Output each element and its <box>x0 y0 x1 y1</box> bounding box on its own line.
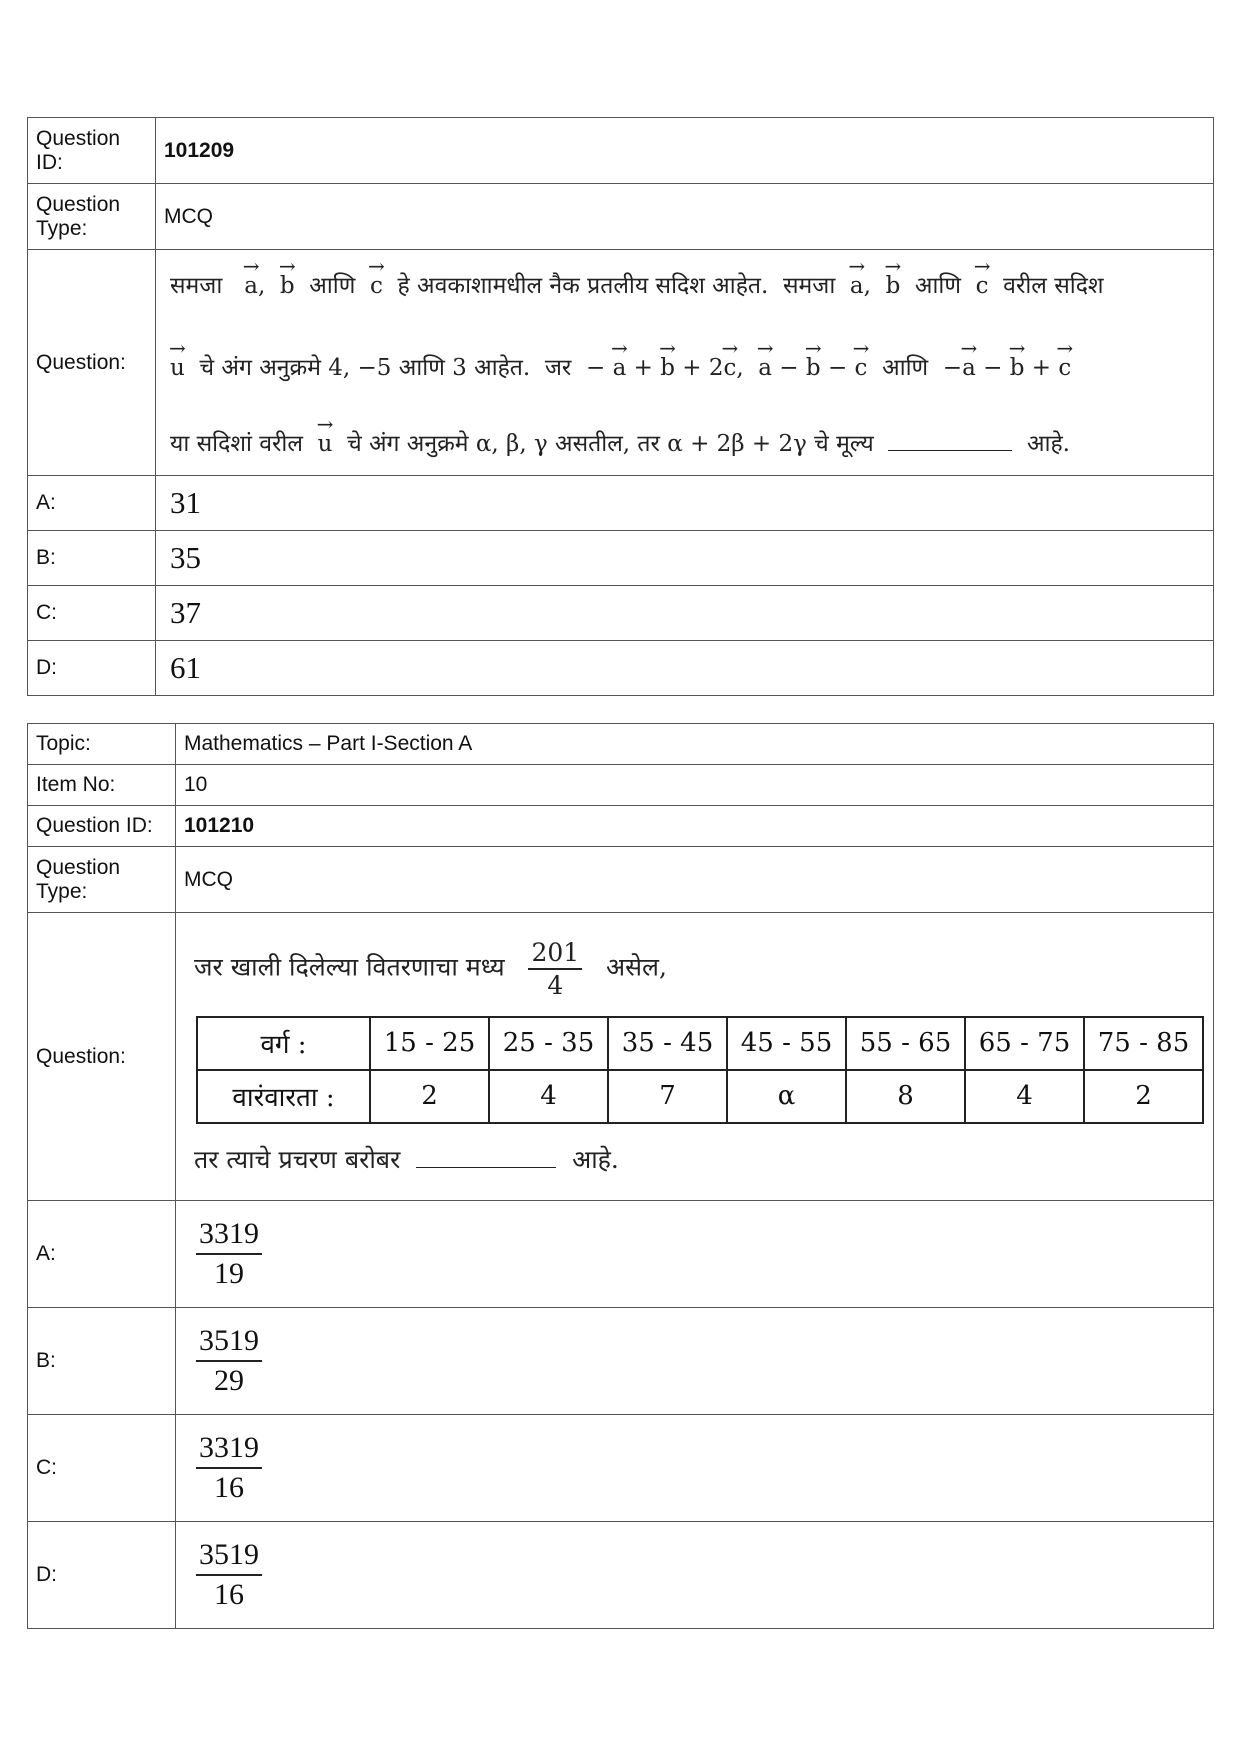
question-id-value: 101209 <box>156 118 1214 184</box>
frequency-cell: 2 <box>370 1070 489 1123</box>
text-aani: आणि <box>309 272 356 299</box>
option-d-fraction <box>196 1537 262 1613</box>
frequency-cell: 7 <box>608 1070 727 1123</box>
text-varil-sadish: वरील सदिश <box>1003 272 1104 299</box>
question-type-value: MCQ <box>176 847 1214 913</box>
text-jar: जर <box>544 354 572 381</box>
question-id-label: Question ID: <box>28 806 176 847</box>
option-d-numerator: 3519 <box>196 1537 262 1576</box>
text-samaja-2: समजा <box>782 272 836 299</box>
vector-a: → a <box>850 273 864 299</box>
question-id-label: Question ID: <box>28 118 156 184</box>
class-header: वर्ग : <box>197 1017 370 1070</box>
operator: − <box>772 354 806 381</box>
question-card-101209 <box>27 117 1214 696</box>
vector-a: → a <box>613 355 627 381</box>
vector-a: → a <box>962 355 976 381</box>
text-aahe: आहे. <box>572 1144 619 1174</box>
option-c-label: C: <box>28 586 156 641</box>
operator: + <box>626 354 661 381</box>
option-a-numerator: 3319 <box>196 1216 262 1255</box>
option-c-label: C: <box>28 1415 176 1522</box>
item-no-value: 10 <box>176 765 1214 806</box>
option-d-value <box>176 1522 1214 1629</box>
mean-denominator: 4 <box>547 970 564 1000</box>
vector-b: → b <box>280 273 295 299</box>
text-aani: आणि <box>914 272 962 299</box>
frequency-cell: 2 <box>1084 1070 1203 1123</box>
frequency-row <box>197 1070 1203 1123</box>
vector-b: → b <box>886 273 901 299</box>
operator: − <box>585 354 613 381</box>
option-a-value <box>176 1201 1214 1308</box>
answer-blank <box>416 1167 556 1168</box>
mean-fraction <box>528 938 582 1000</box>
option-b-denominator: 29 <box>214 1364 244 1397</box>
class-interval: 35 - 45 <box>608 1017 727 1070</box>
comma: , <box>863 272 871 299</box>
question-text <box>176 913 1214 1201</box>
operator: + 2 <box>674 354 724 381</box>
option-b-label: B: <box>28 531 156 586</box>
vector-c: → c <box>855 355 868 381</box>
option-a-fraction <box>196 1216 262 1292</box>
vector-a: → a <box>244 273 258 299</box>
question-intro <box>176 938 1213 1000</box>
question-type-value: MCQ <box>156 184 1214 250</box>
vector-c: → c <box>976 273 989 299</box>
topic-label: Topic: <box>28 724 176 765</box>
option-b-value <box>176 1308 1214 1415</box>
mean-numerator: 201 <box>528 938 582 970</box>
class-interval: 65 - 75 <box>965 1017 1084 1070</box>
topic-value: Mathematics – Part I-Section A <box>176 724 1214 765</box>
class-interval: 15 - 25 <box>370 1017 489 1070</box>
text-intro-end: असेल, <box>606 952 667 981</box>
operator: − <box>975 354 1010 381</box>
text-intro: जर खाली दिलेल्या वितरणाचा मध्य <box>194 952 505 981</box>
question-line-1 <box>156 268 1213 300</box>
answer-blank <box>888 450 1012 451</box>
vector-c: → c <box>1058 355 1071 381</box>
question-type-label: Question Type: <box>28 847 176 913</box>
option-a-value: 31 <box>156 476 1214 531</box>
question-tail <box>176 1142 1213 1176</box>
operator: − <box>820 354 855 381</box>
question-id-value: 101210 <box>176 806 1214 847</box>
frequency-cell: 4 <box>965 1070 1084 1123</box>
vector-u: → u <box>170 355 185 381</box>
option-a-denominator: 19 <box>214 1257 244 1290</box>
option-c-fraction <box>196 1430 262 1506</box>
option-a-label: A: <box>28 1201 176 1308</box>
operator: − <box>942 354 963 381</box>
question-card-101210 <box>27 723 1214 1629</box>
option-a-label: A: <box>28 476 156 531</box>
vector-c: → c <box>370 273 383 299</box>
option-c-numerator: 3319 <box>196 1430 262 1469</box>
option-c-value: 37 <box>156 586 1214 641</box>
question-text <box>156 250 1214 476</box>
question-line-3 <box>156 426 1213 458</box>
class-interval: 45 - 55 <box>727 1017 846 1070</box>
option-c-value <box>176 1415 1214 1522</box>
distribution-table <box>196 1016 1204 1124</box>
text-components: चे अंग अनुक्रमे 4, −5 आणि 3 आहेत. <box>199 354 531 381</box>
option-c-denominator: 16 <box>214 1471 244 1504</box>
option-b-label: B: <box>28 1308 176 1415</box>
option-d-denominator: 16 <box>214 1578 244 1611</box>
frequency-cell-alpha: α <box>727 1070 846 1123</box>
vector-b: → b <box>660 355 675 381</box>
item-no-label: Item No: <box>28 765 176 806</box>
class-interval: 25 - 35 <box>489 1017 608 1070</box>
text-aani: आणि <box>882 354 929 381</box>
class-interval: 55 - 65 <box>846 1017 965 1070</box>
option-d-value: 61 <box>156 641 1214 696</box>
frequency-cell: 8 <box>846 1070 965 1123</box>
comma: , <box>736 354 744 381</box>
vector-u: → u <box>318 431 333 457</box>
vector-a: → a <box>758 355 772 381</box>
question-type-label: Question Type: <box>28 184 156 250</box>
text-expression: चे अंग अनुक्रमे α, β, γ असतील, तर α + 2β + 2γ चे मूल्य <box>347 430 874 457</box>
option-d-label: D: <box>28 1522 176 1629</box>
option-b-numerator: 3519 <box>196 1323 262 1362</box>
text-statement: हे अवकाशामधील नैक प्रतलीय सदिश आहेत. <box>397 272 769 299</box>
vector-c: → c <box>723 355 736 381</box>
comma: , <box>257 272 266 299</box>
option-d-label: D: <box>28 641 156 696</box>
option-b-value: 35 <box>156 531 1214 586</box>
frequency-cell: 4 <box>489 1070 608 1123</box>
vector-b: → b <box>806 355 821 381</box>
class-row <box>197 1017 1203 1070</box>
question-label: Question: <box>28 913 176 1201</box>
text-tail: तर त्याचे प्रचरण बरोबर <box>194 1144 401 1174</box>
text-aahe: आहे. <box>1026 430 1070 457</box>
frequency-header: वारंवारता : <box>197 1070 370 1123</box>
question-line-2 <box>156 350 1213 382</box>
operator: + <box>1024 354 1059 381</box>
text-ya-sadisha: या सदिशां वरील <box>170 430 303 457</box>
question-label: Question: <box>28 250 156 476</box>
option-b-fraction <box>196 1323 262 1399</box>
text-samaja: समजा <box>170 272 223 299</box>
class-interval: 75 - 85 <box>1084 1017 1203 1070</box>
vector-b: → b <box>1010 355 1025 381</box>
